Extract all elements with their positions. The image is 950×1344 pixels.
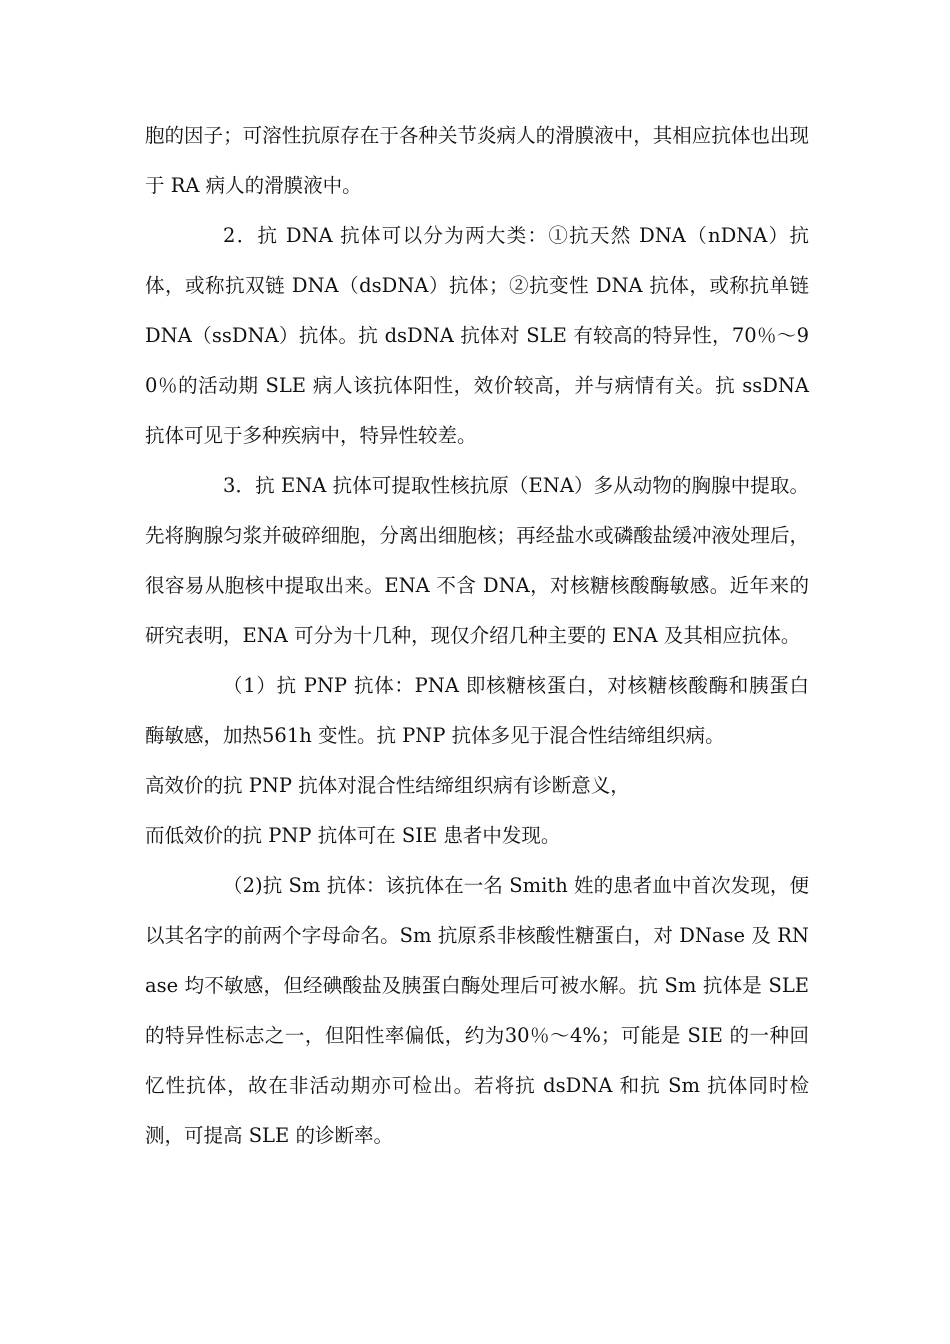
- paragraph-continuation: 胞的因子；可溶性抗原存在于各种关节炎病人的滑膜液中，其相应抗体也出现于 RA 病人的滑膜液中。: [145, 124, 809, 197]
- paragraph-anti-pnp: （1）抗 PNP 抗体：PNA 即核糖核蛋白，对核糖核酸酶和胰蛋白酶敏感，加热561h 变性。抗 PNP 抗体多见于混合性结缔组织病。: [145, 674, 809, 747]
- paragraph-anti-dna: 2．抗 DNA 抗体可以分为两大类：①抗天然 DNA（nDNA）抗体，或称抗双链 DNA（dsDNA）抗体；②抗变性 DNA 抗体，或称抗单链 DNA（ssDNA）抗体。抗 dsDNA 抗体对 SLE 有较高的特异性，70％～90％的活动期 SLE 病人该抗体阳性，效价较高，并与病情有关。抗 ssDNA 抗体可见于多种疾病中，特异性较差。: [145, 224, 809, 447]
- paragraph-anti-ena: 3．抗 ENA 抗体可提取性核抗原（ENA）多从动物的胸腺中提取。先将胸腺匀浆并破碎细胞，分离出细胞核；再经盐水或磷酸盐缓冲液处理后，很容易从胞核中提取出来。ENA 不含 DNA，对核糖核酸酶敏感。近年来的研究表明，ENA 可分为十几种，现仅介绍几种主要的 ENA 及其相应抗体。: [145, 474, 809, 647]
- document-body: [145, 111, 809, 1161]
- paragraph-anti-sm: （2)抗 Sm 抗体：该抗体在一名 Smith 姓的患者血中首次发现，便以其名字的前两个字母命名。Sm 抗原系非核酸性糖蛋白，对 DNase 及 RNase 均不敏感，但经碘酸盐及胰蛋白酶处理后可被水解。抗 Sm 抗体是 SLE 的特异性标志之一，但阳性率偏低，约为30％～4%；可能是 SIE 的一种回忆性抗体，故在非活动期亦可检出。若将抗 dsDNA 和抗 Sm 抗体同时检测，可提高 SLE 的诊断率。: [145, 874, 809, 1147]
- paragraph-line-low-titer: 而低效价的抗 PNP 抗体可在 SIE 患者中发现。: [145, 824, 561, 847]
- paragraph-line-high-titer: 高效价的抗 PNP 抗体对混合性结缔组织病有诊断意义，: [145, 774, 630, 797]
